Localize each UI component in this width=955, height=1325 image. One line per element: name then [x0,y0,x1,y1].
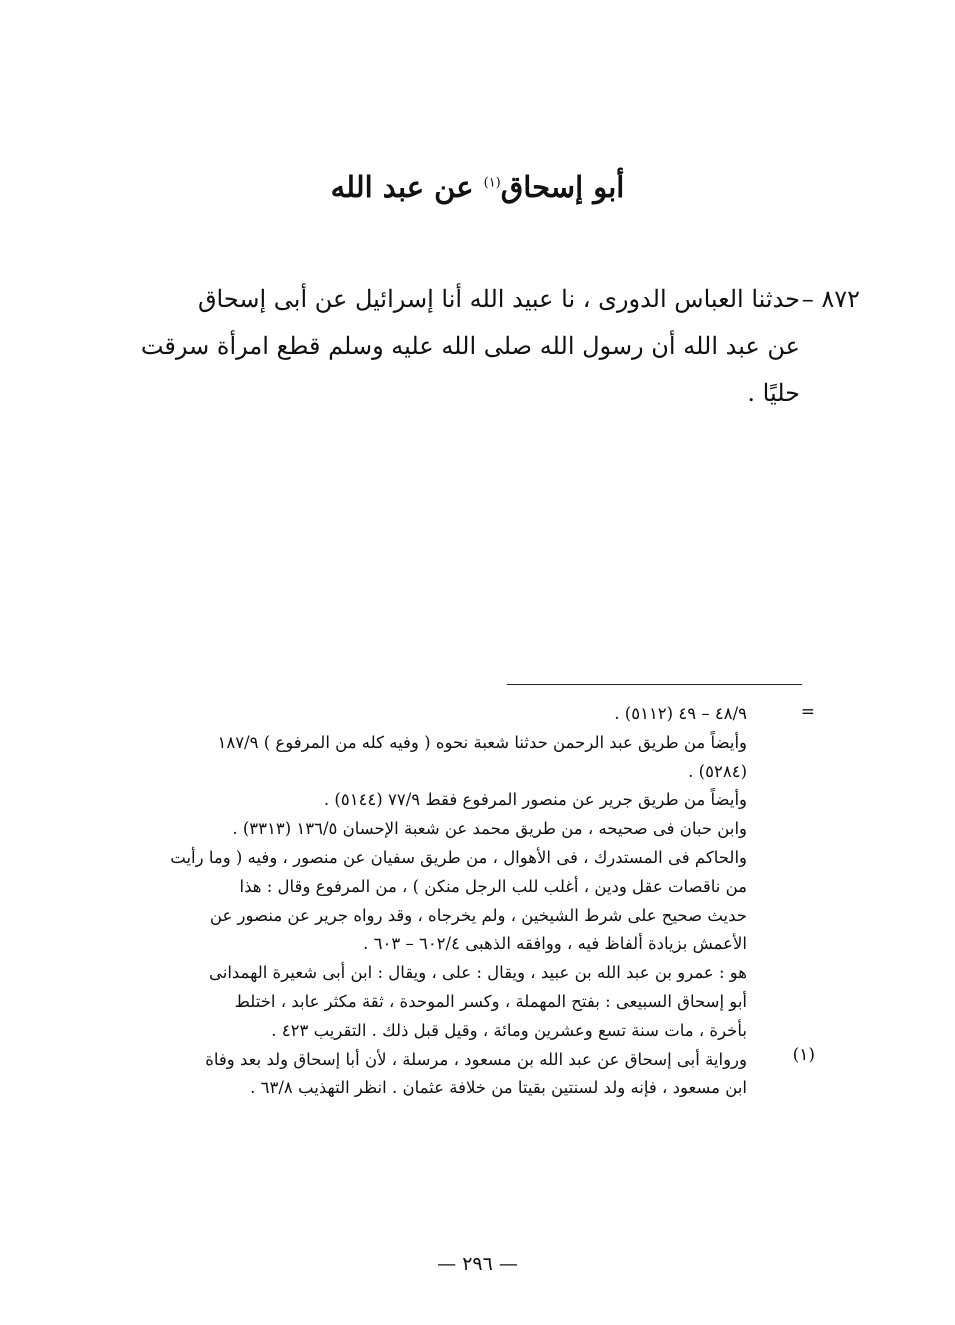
footnote-line: والحاكم فى المستدرك ، فى الأهوال ، من طريق سفيان عن منصور ، وفيه ( وما رأيت [170,847,747,867]
footnote-line: وأيضاً من طريق جرير عن منصور المرفوع فقط ٧٧/٩ (٥١٤٤) . [323,790,747,810]
footnote-line: (٥٢٨٤) . [688,761,747,781]
hadith-line: حليًا . [747,379,800,407]
footnote-line: وابن حبان فى صحيحه ، من طريق محمد عن شعبة الإحسان ١٣٦/٥ (٣٣١٣) . [232,819,747,839]
footnote-1-line: هو : عمرو بن عبد الله بن عبيد ، ويقال : على ، ويقال : ابن أبى شعيرة الهمدانى [208,963,747,983]
footnote-1-line: أبو إسحاق السبيعى : بفتح المهملة ، وكسر الموحدة ، ثقة مكثر عابد ، اختلط [234,991,747,1011]
footnotes [102,700,747,1103]
footnote-divider [507,684,802,685]
title-main: أبو إسحاق [500,170,625,204]
hadith-872 [100,276,860,417]
hadith-line: حدثنا العباس الدورى ، نا عبيد الله أنا إسرائيل عن أبى إسحاق [197,285,800,313]
footnote-line: ٤٨/٩ – ٤٩ (٥١١٢) . [614,704,747,723]
hadith-line: عن عبد الله أن رسول الله صلى الله عليه وسلم قطع امرأة سرقت [140,332,800,360]
footnote-1-line: بأخرة ، مات سنة تسع وعشرين ومائة ، وقيل قبل ذلك . التقريب ٤٢٣ . [271,1020,747,1040]
footnote-line: وأيضاً من طريق عبد الرحمن حدثنا شعبة نحوه ( وفيه كله من المرفوع ) ١٨٧/٩ [217,732,747,752]
chapter-title [0,170,955,204]
footnote-line: من ناقصات عقل ودين ، أغلب للب الرجل منكن ) ، من المرفوع وقال : هذا [239,876,747,896]
hadith-number: ٨٧٢ – [801,285,860,313]
title-footnote-ref[interactable]: (١) [483,175,501,191]
footnote-line: حديث صحيح على شرط الشيخين ، ولم يخرجاه ، وقد رواه جرير عن منصور عن [209,905,747,925]
continuation-marker: = [800,702,815,722]
footnote-1-line: ابن مسعود ، فإنه ولد لسنتين بقيتا من خلافة عثمان . انظر التهذيب ٦٣/٨ . [250,1078,747,1098]
footnote-line: الأعمش بزيادة ألفاظ فيه ، ووافقه الذهبى ٦٠٢/٤ – ٦٠٣ . [363,934,747,954]
footnote-1-line: ورواية أبى إسحاق عن عبد الله بن مسعود ، مرسلة ، لأن أبا إسحاق ولد بعد وفاة [205,1049,747,1069]
page-number: — ٢٩٦ — [437,1253,518,1275]
footnote-marker-1: (١) [792,1045,815,1065]
title-rest: عن عبد الله [330,170,474,204]
